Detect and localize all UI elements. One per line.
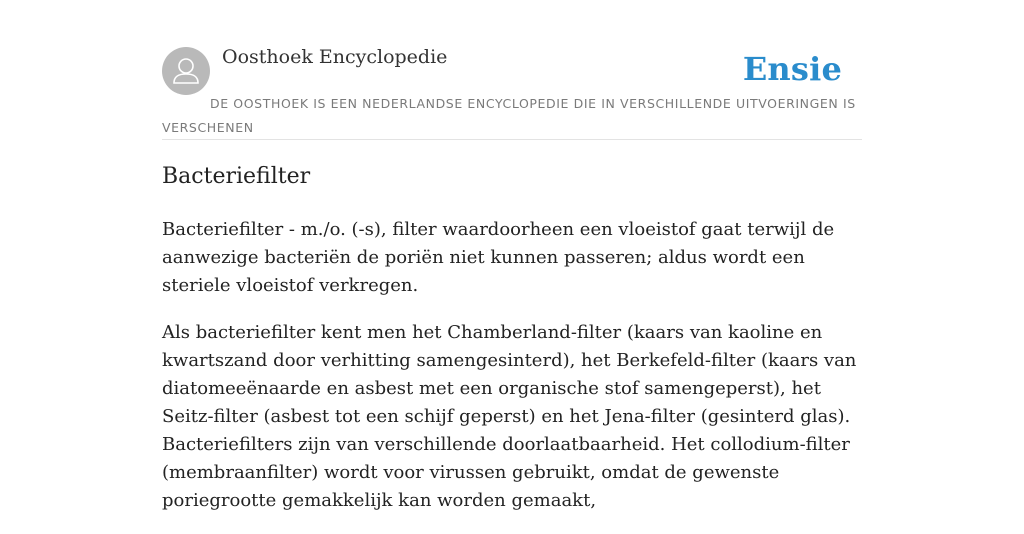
user-avatar-icon[interactable] xyxy=(162,47,210,95)
source-description: DE OOSTHOEK IS EEN NEDERLANDSE ENCYCLOPEDIE DIE IN VERSCHILLENDE UITVOERINGEN IS VERSCHENEN xyxy=(162,96,856,135)
person-icon xyxy=(162,47,210,95)
article-body xyxy=(162,216,862,534)
article-paragraph: Als bacteriefilter kent men het Chamberland-filter (kaars van kaoline en kwartszand door verhitting samengesinterd), het Berkefeld-filter (kaars van diatomeeënaarde en asbest met een organische stof samengeperst), het Seitz-filter (asbest tot een schijf geperst) en het Jena-filter (gesinterd glas). Bacteriefilters zijn van verschillende doorlaatbaarheid. Het collodium-filter (membraanfilter) wordt voor virussen gebruikt, omdat de gewenste poriegrootte gemakkelijk kan worden gemaakt, xyxy=(162,322,857,511)
ensie-logo[interactable]: Ensie xyxy=(742,50,842,88)
article-paragraph: Bacteriefilter - m./o. (-s), filter waardoorheen een vloeistof gaat terwijl de aanwezige bacteriën de poriën niet kunnen passeren; aldus wordt een steriele vloeistof verkregen. xyxy=(162,219,835,296)
article-title: Bacteriefilter xyxy=(162,164,311,189)
header-divider xyxy=(162,139,862,140)
source-name-link[interactable]: Oosthoek Encyclopedie xyxy=(222,46,448,68)
